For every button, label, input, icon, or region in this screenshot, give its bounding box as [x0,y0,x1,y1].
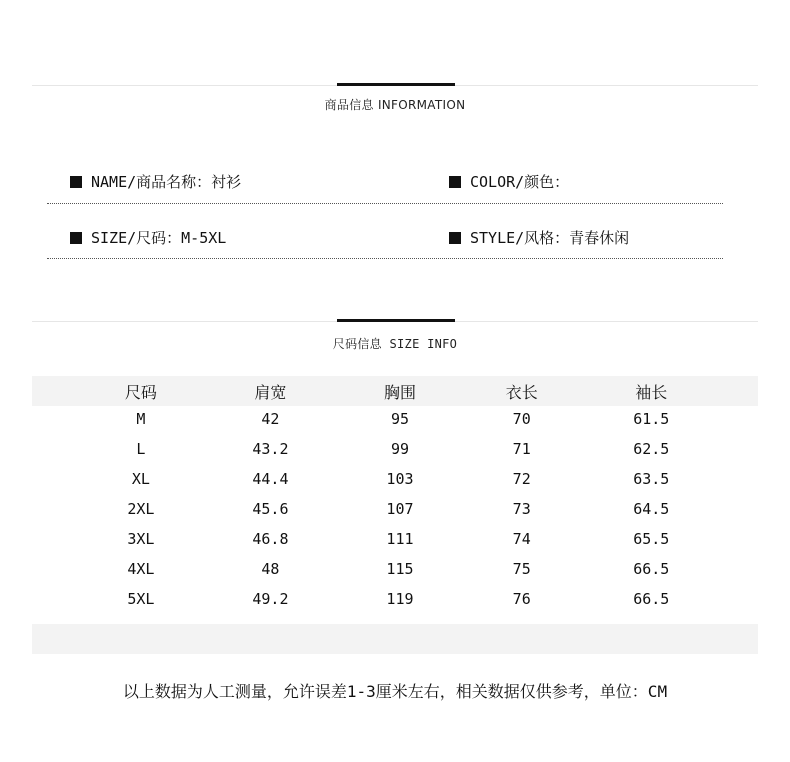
dotted-divider [47,203,723,204]
table-header-row [80,378,720,404]
cell-size: 4XL [127,560,155,578]
cell-shoulder: 46.8 [252,530,289,548]
cell-length: 72 [512,470,531,488]
info-style [449,227,629,248]
cell-sleeve: 61.5 [633,410,670,428]
cell-sleeve: 62.5 [633,440,670,458]
cell-chest: 119 [386,590,414,608]
cell-shoulder: 48 [261,560,280,578]
cell-length: 71 [512,440,531,458]
header-size: 尺码 [124,382,157,402]
cell-sleeve: 63.5 [633,470,670,488]
info-size-text: SIZE/尺码：M-5XL [91,229,227,247]
info-size [70,227,226,248]
table-row [80,494,720,524]
header-chest: 胸围 [383,382,416,402]
info-name-text: NAME/商品名称：衬衫 [91,173,242,191]
cell-size: XL [131,470,150,488]
cell-shoulder: 42 [261,410,280,428]
square-bullet-icon [449,232,461,244]
cell-chest: 107 [386,500,414,518]
table-row [80,434,720,464]
info-section-title: 商品信息 INFORMATION [324,98,466,112]
cell-chest: 95 [390,410,409,428]
info-style-text: STYLE/风格：青春休闲 [470,229,630,247]
table-row [80,554,720,584]
header-length: 衣长 [505,382,538,402]
dotted-divider [47,258,723,259]
cell-size: 3XL [127,530,155,548]
cell-sleeve: 65.5 [633,530,670,548]
size-table [80,378,720,614]
cell-size: M [136,410,146,428]
cell-length: 74 [512,530,531,548]
size-section-title: 尺码信息 SIZE INFO [332,337,458,351]
cell-shoulder: 45.6 [252,500,289,518]
table-row [80,464,720,494]
cell-length: 76 [512,590,531,608]
table-row [80,524,720,554]
info-color [449,171,569,192]
cell-size: L [136,440,146,458]
square-bullet-icon [70,232,82,244]
cell-shoulder: 44.4 [252,470,289,488]
size-title-bar [337,319,455,322]
cell-chest: 103 [386,470,414,488]
square-bullet-icon [70,176,82,188]
cell-sleeve: 66.5 [633,590,670,608]
cell-chest: 99 [390,440,409,458]
cell-size: 2XL [127,500,155,518]
measurement-note: 以上数据为人工测量，允许误差1-3厘米左右，相关数据仅供参考，单位：CM [122,682,668,701]
table-footer-band [32,624,758,654]
cell-size: 5XL [127,590,155,608]
table-row [80,404,720,434]
square-bullet-icon [449,176,461,188]
table-row [80,584,720,614]
info-title-bar [337,83,455,86]
cell-shoulder: 43.2 [252,440,289,458]
header-sleeve: 袖长 [635,382,668,402]
cell-length: 73 [512,500,531,518]
info-color-text: COLOR/颜色： [470,173,570,191]
cell-shoulder: 49.2 [252,590,289,608]
cell-sleeve: 64.5 [633,500,670,518]
cell-sleeve: 66.5 [633,560,670,578]
cell-length: 70 [512,410,531,428]
info-name [70,171,241,192]
header-shoulder: 肩宽 [254,382,287,402]
cell-length: 75 [512,560,531,578]
cell-chest: 111 [386,530,414,548]
cell-chest: 115 [386,560,414,578]
